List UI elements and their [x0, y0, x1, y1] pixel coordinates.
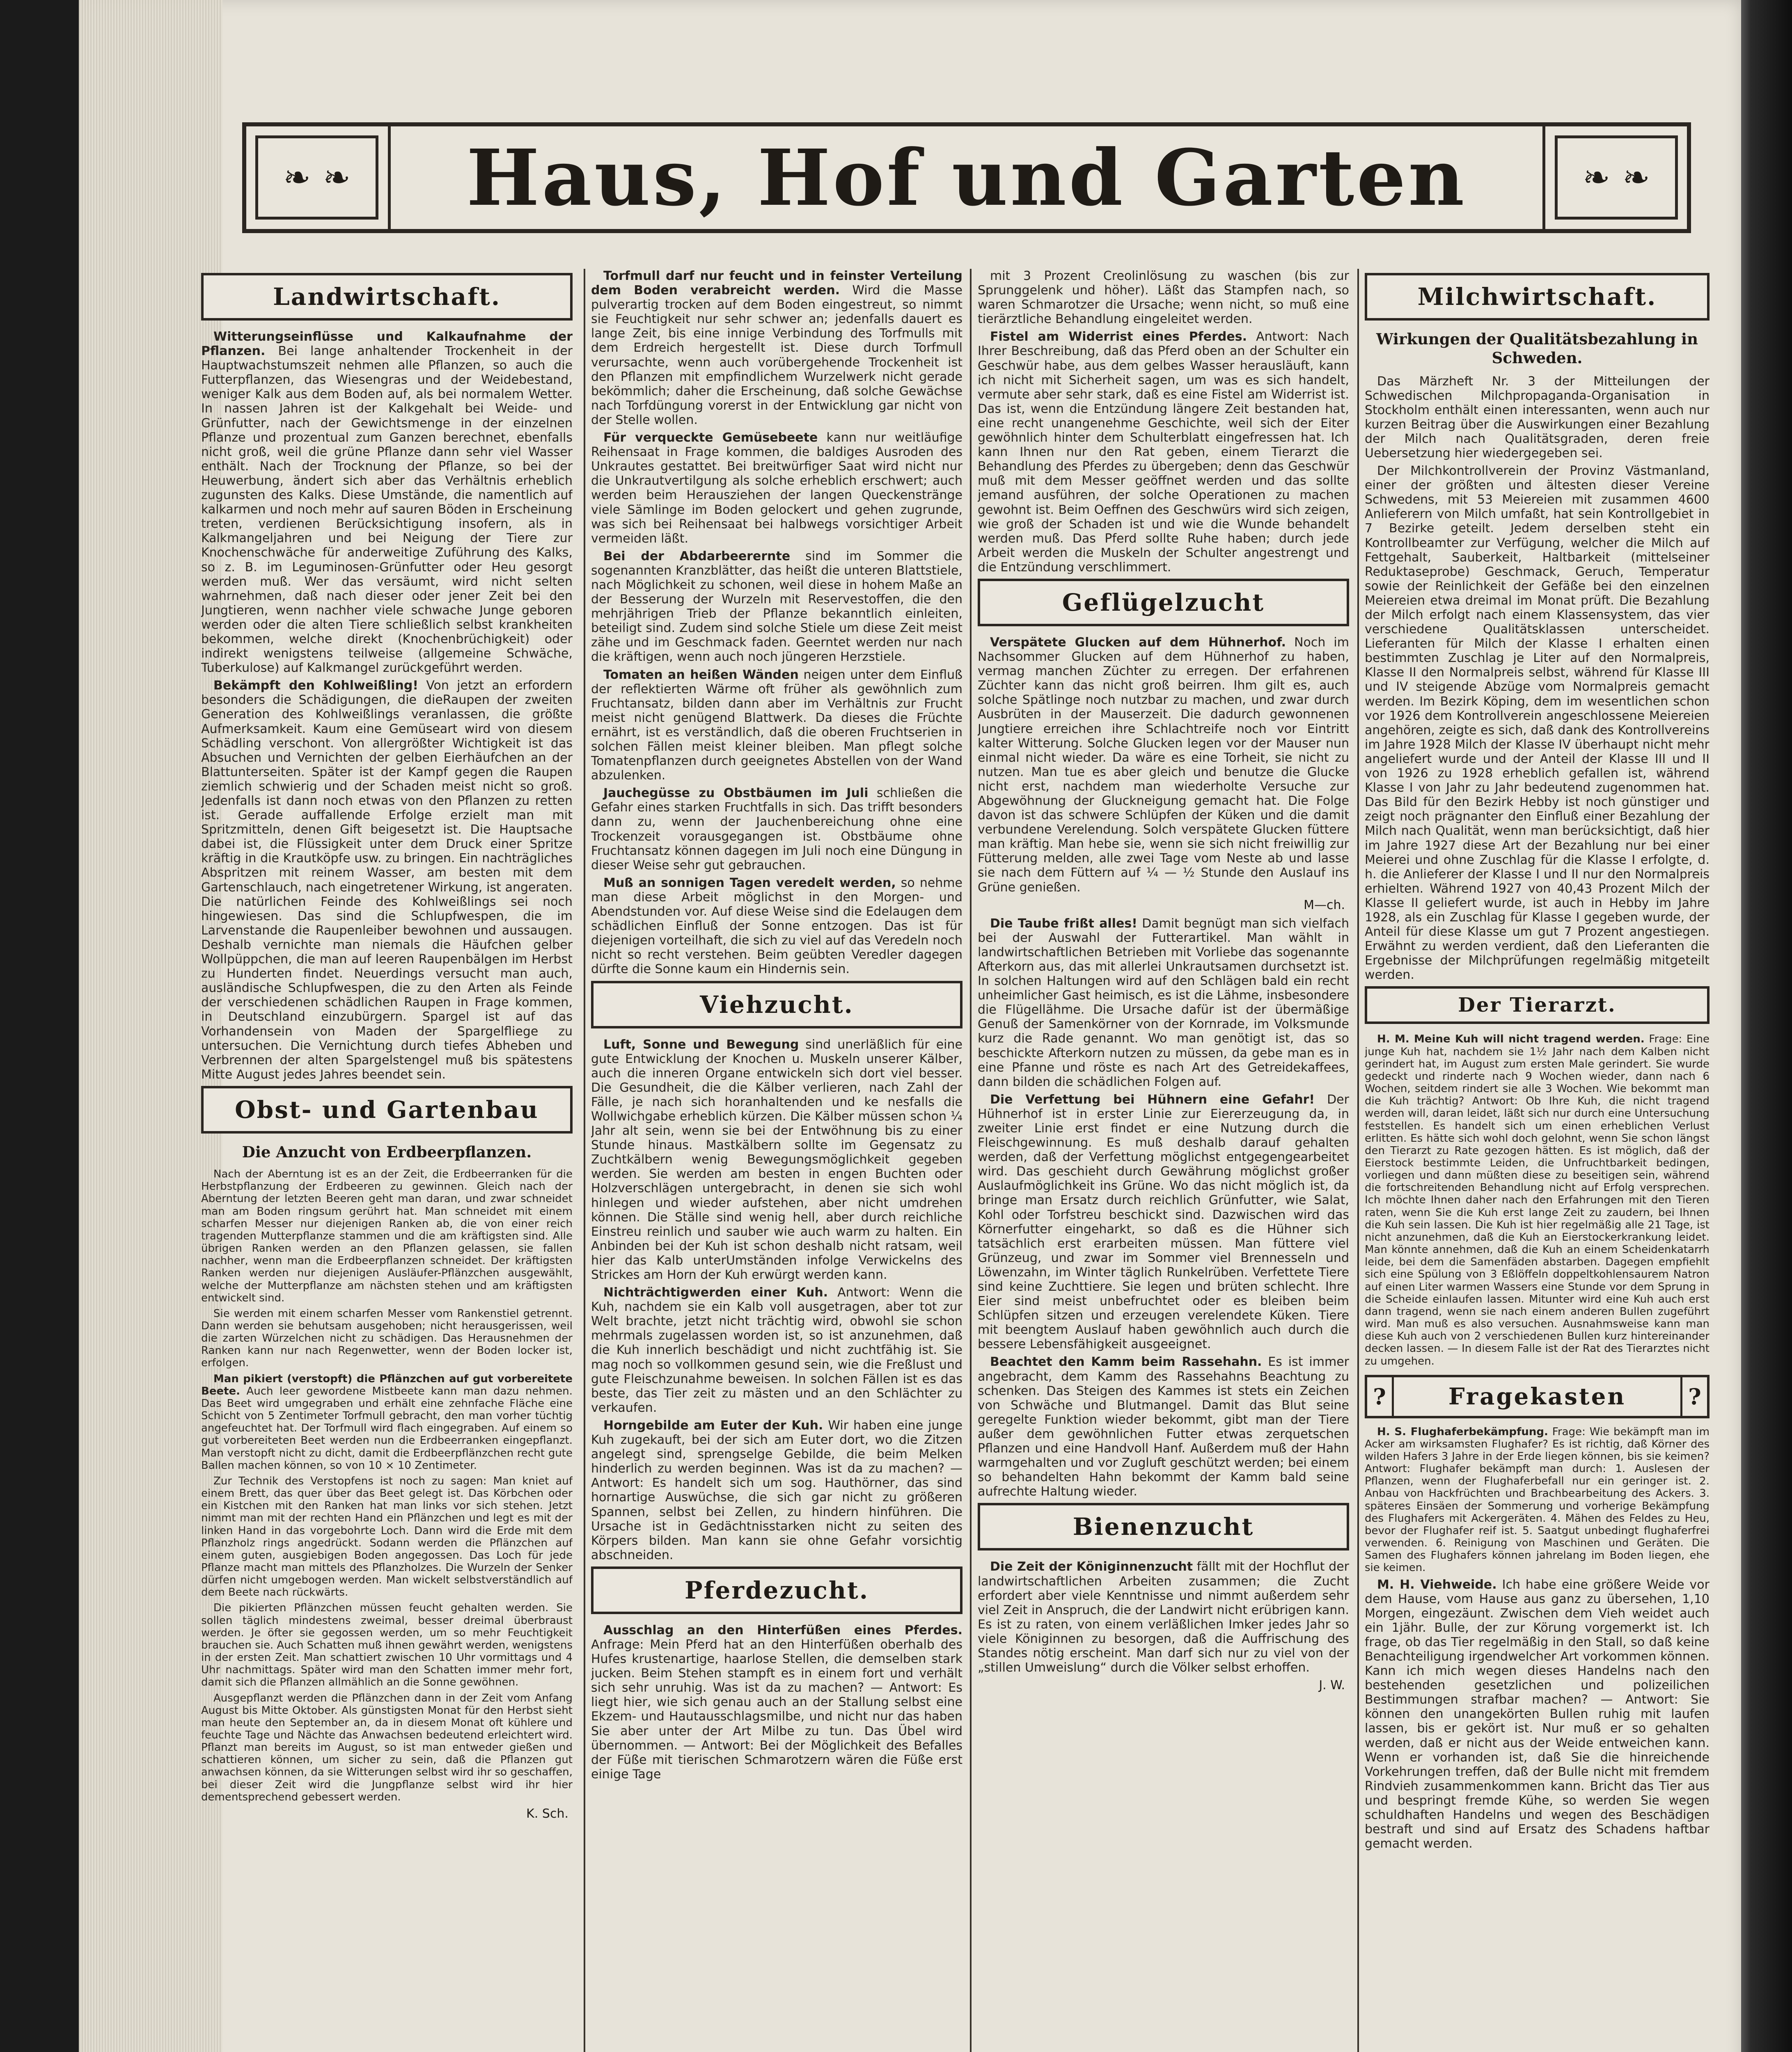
article-pikieren — [201, 1373, 573, 1472]
section-heading-obst-gartenbau: Obst- und Gartenbau — [201, 1086, 573, 1134]
author-signature: M—ch. — [1304, 898, 1345, 912]
article-body: sind unerläßlich für eine gute Entwicklung der Knochen u. Muskeln unserer Kälber, auch die inneren Organe entwickeln sich dort viel besser. Die Gesundheit, die die Kälber verlieren, nach Zahl der Fälle, je nach sich horanhaltenden und ke nesfalls die Wollwichgabe erheblich kürzen. Die Kälber müssen schon ¼ Jahr alt sein, wenn sie bei der Entwöhnung bis zu einer Stunde hinaus. Mastkälbern sollte im Gegensatz zu Zuchtkälbern wenig Bewegungsmöglichkeit gegeben werden. Sie werden am besten in engen Buchten oder Holzverschlägen untergebracht, in denen sie sich wohl hinlegen und wieder aufstehen, aber nicht umdrehen können. Die Ställe sind wenig hell, aber durch reichliche Einstreu reinlich und sauber wie auch warm zu halten. Ein Anbinden bei der Kuh ist schon deshalb nicht ratsam, weil hier das Kalb unterUmständen infolge Verwickelns des Strickes am Horn der Kuh erwürgt werden kann. — [591, 1037, 962, 1282]
article-rhabarber — [591, 549, 962, 664]
article-ausschlag — [591, 1623, 962, 1782]
article-body: Die pikierten Pflänzchen müssen feucht gehalten werden. Sie sollen täglich mindestens zweimal, besser dreimal überbraust werden. Je öfter sie gegossen werden, um so mehr Feuchtigkeit brauchen sie. Auch Schatten muß ihnen gewährt werden, wenigstens in der ersten Zeit. Man schattiert zwischen 10 Uhr vormittags und 4 Uhr nachmittags. Später wird man den Schatten immer mehr fort, damit sich die Pflanzen allmählich an die Sonne gewöhnen. — [201, 1602, 573, 1689]
fragekasten-title: Fragekasten — [1392, 1377, 1682, 1416]
article-heading: Die Taube frißt alles! — [990, 916, 1137, 931]
leaf-icon: ❧ — [1582, 158, 1610, 197]
article-body: so nehme man diese Arbeit möglichst in den Morgen- und Abendstunden vor. Auf diese Weise sind die Edelaugen dem schädlichen Einfluß der Sonne entzogen. Das ist für diejenigen vorteilhaft, die sich zu viel auf das Veredeln noch nicht so recht verstehen. Beim geübten Veredler dagegen dürfte die Sonne kaum ein Hindernis sein. — [591, 875, 962, 977]
article-body: mit 3 Prozent Creolinlösung zu waschen (bis zur Sprunggelenk und höher). Läßt das Stampfen nach, so waren Schmarotzer die Ursache; wenn nicht, so muß eine tierärztliche Behandlung eingeleitet werden. — [978, 269, 1349, 327]
section-heading-bienenzucht: Bienenzucht — [978, 1503, 1349, 1550]
article-body: Damit begnügt man sich vielfach bei der Auswahl der Futterartikel. Man wählt in landwirtschaftlichen Betrieben mit Vorliebe das sogenannte Afterkorn aus, das mit allerlei Unkrautsamen durchsetzt ist. In solchen Haltungen wird auf den Schlägen bald ein recht unheimlicher Gast heimisch, es ist die Lähme, insbesondere die Flügellähme. Die Ursache dafür ist der übermäßige Genuß der Samenkörner von der Kornrade, im Volksmunde kurz die Rade genannt. Wo man genötigt ist, das so beschickte Afterkorn nutzen zu müssen, da gebe man es in eine Pfanne und röste es nach Art des Getreidekaffees, dann bilden die schädlichen Folgen auf. — [978, 916, 1349, 1089]
article-jauche — [591, 786, 962, 873]
article-body: fällt mit der Hochflut der landwirtschaftlichen Arbeiten zusammen; die Zucht erfordert aber viele Kenntnisse und nimmt außerdem sehr viel Zeit in Anspruch, die der Landwirt nicht erübrigen kann. Es ist zu raten, von einem verläßlichen Imker jedes Jahr so viele Königinnen zu besorgen, daß die Auffrischung des Standes nötig erscheint. Man darf sich nur zu viel von der „stillen Umweislung“ durch die Völker selbst erhoffen. — [978, 1560, 1349, 1675]
article-heading: H. S. Flughaferbekämpfung. — [1377, 1425, 1548, 1438]
article-body: Frage: Wie bekämpft man im Acker am wirksamsten Flughafer? Es ist richtig, daß Körner des wilden Hafers 3 Jahre in der Erde liegen können, bis sie keimen? Antwort: Flughafer bekämpft man durch: 1. Auslesen der Pflanzen, wenn der Flughaferbefall nur ein geringer ist. 2. Anbau von Hackfrüchten und Brachbearbeitung des Ackers. 3. späteres Einsäen der Sommerung und vorherige Bekämpfung des Flughafers mit Ackergeräten. 4. Mähen des Feldes zu Heu, bevor der Flughafer reif ist. 5. Saatgut unbedingt flughaferfrei verwenden. 6. Reinigung von Maschinen und Geräten. Die Samen des Flughafers können jahrelang im Boden liegen, ehe sie keimen. — [1365, 1425, 1710, 1574]
article-glucken — [978, 635, 1349, 895]
article-torfmull — [591, 269, 962, 427]
article-heading: Jauchegüsse zu Obstbäumen im Juli — [603, 786, 869, 801]
article-heading: Muß an sonnigen Tagen veredelt werden, — [603, 875, 896, 890]
article-heading: Nichträchtigwerden einer Kuh. — [603, 1285, 828, 1300]
leaf-icon: ❧ — [283, 158, 311, 197]
article-gemuesebeete — [591, 431, 962, 546]
article-heading: Fistel am Widerrist eines Pferdes. — [990, 330, 1247, 344]
article-heading: Tomaten an heißen Wänden — [603, 667, 799, 682]
masthead-title: Haus, Hof und Garten — [388, 126, 1545, 229]
article-taube — [978, 916, 1349, 1089]
article-kaelber — [591, 1037, 962, 1282]
leaf-icon: ❧ — [323, 158, 351, 197]
article-body: Der Milchkontrollverein der Provinz Västmanland, einer der größten und ältesten dieser Vereine Schwedens, mit 53 Meiereien mit zusammen 4600 Anlieferern von Milch umfaßt, hat sein Kontrollgebiet in 7 Bezirke geteilt. Jedem derselben steht ein Kontrollbeamter zur Verfügung, welcher die Milch auf Fettgehalt, Sauberkeit, Haltbarkeit (mittelseiner Reduktaseprobe) Geschmack, Geruch, Temperatur sowie der Reinlichkeit der Gefäße bei den einzelnen Meiereien etwa dreimal im Monat prüft. Die Bezahlung der Milch erfolgt nach einem Klassensystem, das vier verschiedene Qualitätsklassen unterscheidet. Lieferanten für Milch der Klasse I erhalten einen bestimmten Zuschlag je Liter auf den Normalpreis, Klasse II den Normalpreis selbst, während für Klasse III und IV steigende Abzüge vom Normalpreis gemacht werden. Im Bezirk Köping, dem im wesentlichen schon vor 1926 dem Kontrollverein angeschlossene Meiereien angehören, zeigte es sich, daß dank des Kontrollvereins im Jahre 1928 Milch der Klasse IV überhaupt nicht mehr angeliefert wurde und der Anteil der Klasse III und II von 1926 zu 1928 erheblich gefallen ist, während Klasse I von Jahr zu Jahr bedeutend zugenommen hat. Das Bild für den Bezirk Hebby ist noch günstiger und zeigt noch prägnanter den Einfluß einer Bezahlung der Milch nach Qualität, wenn man berücksichtigt, daß hier im Jahre 1927 diese Art der Bezahlung nur bei einer Meierei und ohne Zuschlag für die Klasse I erfolgte, d. h. die Anlieferer der Klasse I und II nur den Normalpreis erhielten. Während 1927 von 40,43 Prozent Milch der Klasse II geliefert wurde, ist auch in Hebby im Jahre 1928, als ein Zuschlag für Klasse I gegeben wurde, der Anteil für diese Klasse um gut 7 Prozent angestiegen. Erwähnt zu werden verdient, daß den Lieferanten die Ergebnisse der Milchprüfungen regelmäßig mitgeteilt werden. — [1365, 464, 1710, 982]
article-heading: Horngebilde am Euter der Kuh. — [603, 1418, 823, 1433]
article-title-qualitaetsbezahlung: Wirkungen der Qualitätsbezahlung in Schweden. — [1376, 330, 1698, 367]
author-signature: K. Sch. — [526, 1806, 568, 1821]
article-kuh-traechtig — [591, 1285, 962, 1415]
article-verfettung — [978, 1092, 1349, 1352]
article-body: Auch leer gewordene Mistbeete kann man dazu nehmen. Das Beet wird umgegraben und erhält eine zehnfache Fläche eine Schicht von 5 Zentimeter Torfmull gebracht, den man vorher tüchtig angefeuchtet hat. Der Torfmull wird flach eingegraben. Auf einem so gut vorbereiteten Beet werden nun die Erdbeerranken eingepflanzt. Man verstopft nicht zu dicht, damit die Erdbeerpflänzchen recht gute Ballen machen können, so von 10 × 10 Zentimeter. — [201, 1385, 573, 1472]
article-kohlweissling — [201, 678, 573, 1082]
article-heading: Torfmull darf nur feucht und in feinster Verteilung dem Boden verabreicht werden. — [591, 269, 962, 298]
article-title-erdbeer: Die Anzucht von Erdbeerpflanzen. — [242, 1143, 532, 1161]
article-kamm — [978, 1355, 1349, 1499]
section-heading-viehzucht: Viehzucht. — [591, 981, 962, 1028]
article-fistel — [978, 330, 1349, 575]
article-heading: Für verqueckte Gemüsebeete — [603, 431, 818, 445]
section-heading-tierarzt: Der Tierarzt. — [1365, 986, 1710, 1024]
article-body: neigen unter dem Einfluß der reflektierten Wärme oft früher als gewöhnlich zum Fruchtansatz, bilden dann aber im Verhältnis zur Frucht meist nicht genügend Blattwerk. Da dieses die Früchte ernährt, ist es verständlich, daß die oberen Fruchtserien in solchen Fällen meist kleiner bleiben. Man pflegt solche Tomatenpflanzen durch geeignetes Abstellen von der Wand abzulenken. — [591, 667, 962, 783]
masthead — [242, 122, 1691, 233]
author-signature: J. W. — [1319, 1678, 1345, 1693]
column-1 — [201, 269, 573, 2052]
article-body: Wird die Masse pulverartig trocken auf dem Boden eingestreut, so nimmt sie Feuchtigkeit nur sehr schwer an; jedenfalls dauert es lange Zeit, bis eine innige Verbindung des Torfmulls mit dem Erdreich hergestellt ist. Diese durch Torfmull verursachte, wenn auch vorübergehende Trockenheit ist den Pflanzen mit empfindlichem Wurzelwerk nicht gerade bekömmlich; daher die Erscheinung, daß solche Gewächse nach Torfdüngung vorerst in der Entwicklung gar nicht von der Stelle wollen. — [591, 283, 962, 427]
article-euter — [591, 1418, 962, 1562]
book-binding-edge — [1733, 0, 1792, 2052]
article-kuh-tragend — [1365, 1033, 1710, 1367]
section-heading-fragekasten — [1365, 1375, 1710, 1418]
article-flughafer — [1365, 1426, 1710, 1574]
section-heading-gefluegelzucht: Geflügelzucht — [978, 579, 1349, 626]
article-heading: Luft, Sonne und Bewegung — [603, 1037, 799, 1052]
article-heading: Bei der Abdarbeerernte — [603, 549, 791, 563]
question-mark-icon: ? — [1373, 1383, 1386, 1410]
article-body: Es ist immer angebracht, dem Kamm des Rassehahns Beachtung zu schenken. Das Steigen des Kammes ist stets ein Zeichen von Schwäche und Blutmangel. Damit das Blut seine geregelte Funktion wieder bekommt, gibt man der Tiere außer dem gewöhnlichen Futter etwas zerquetschen Pflanzen und eine Handvoll Hanf. Außerdem muß der Hahn warmgehalten und vor Zugluft geschützt werden; bei einem so behandelten Hahn bekommt der Kamm bald seine aufrechte Haltung wieder. — [978, 1355, 1349, 1499]
article-heading: Verspätete Glucken auf dem Hühnerhof. — [990, 635, 1286, 650]
article-body: Bei lange anhaltender Trockenheit in der Hauptwachstumszeit nehmen alle Pflanzen, so auch die Futterpflanzen, das Wiesengras und der Weidebestand, weniger Kalk aus dem Boden auf, als bei normalem Wetter. In nassen Jahren ist der Kalkgehalt bei Weide- und Grünfutter, nach der Gewichtsmenge in der einzelnen Pflanze und prozentual zum Ganzen berechnet, ebenfalls nicht groß, weil die grüne Pflanze dann sehr viel Wasser enthält. Nach der Trocknung der Pflanze, so bei der Heuwerbung, ändert sich aber das Verhältnis erheblich zugunsten des Kalks. Diese Umstände, die namentlich auf kalkarmen und noch mehr auf sauren Böden in Erscheinung treten, verdienen Berücksichtigung insofern, als in Kalkmangeljahren und bei Neigung der Tiere zur Knochenschwäche für anderweitige Zuführung des Kalks, so z. B. im Leguminosen-Grünfutter oder Heu gesorgt werden muß. Wer das versäumt, wird nicht selten wahrnehmen, daß nach dieser oder jener Zeit bei den Jungtieren, wenn nachher viele schwache Junge geboren werden oder die alten Tiere schließlich selbst krankheiten bekommen, welche direkt (Knochenbrüchigkeit) oder indirekt wenigstens teilweise (allgemeine Schwäche, Tuberkulose) auf Kalkmangel zurückgeführt werden. — [201, 344, 573, 676]
column-4 — [1365, 269, 1710, 2052]
article-koeniginnenzucht — [978, 1560, 1349, 1675]
section-heading-landwirtschaft: Landwirtschaft. — [201, 273, 573, 321]
article-body: Antwort: Wenn die Kuh, nachdem sie ein Kalb voll ausgetragen, aber tot zur Welt brachte, jetzt nicht trächtig wird, obwohl sie schon mehrmals zugelassen worden ist, so ist anzunehmen, daß die Kuh innerlich beschädigt und nicht zuchtfähig ist. Sie mag noch so vollkommen gesund sein, wie die Freßlust und gute Fleischzunahme beweisen. In solchen Fällen ist es das beste, das Tier zeit zu mästen und an den Schlächter zu verkaufen. — [591, 1285, 962, 1415]
article-body: Von jetzt an erfordern besonders die Schädigungen, die dieRaupen der zweiten Generation des Kohlweißlings veranlassen, die größte Aufmerksamkeit. Kaum eine Gemüseart wird von diesem Schädling verschont. Von allergrößter Wichtigkeit ist das Absuchen und Vernichten der gelben Eierhäufchen an der Blattunterseiten. Später ist der Kampf gegen die Raupen ziemlich schwierig und der Schaden meist nicht so groß. Jedenfalls ist dann noch etwas von den Pflanzen zu retten ist. Gerade auffallende Erfolge erzielt man mit Spritzmitteln, denen Gift beigesetzt ist. Die Hauptsache dabei ist, die Flüssigkeit unter dem Druck einer Spritze kräftig in die Krautköpfe usw. zu bringen. Ein nachträgliches Abspritzen mit reinem Wasser, am besten mit dem Gartenschlauch, nach eingetretener Wirkung, ist angeraten. Die natürlichen Feinde des Kohlweißlings sei noch hingewiesen. Das sind die Schlupfwespen, die im Larvenstande die Raupenleiber bewohnen und aussaugen. Deshalb vernichte man niemals die Häufchen gelber Wollpüppchen, die man auf leeren Raupenbälgen im Herbst zu Hunderten findet. Neuerdings versucht man auch, ausländische Schlupfwespen, die zu den Arten als Feinde der verschiedenen schädlichen Raupen in Frage kommen, in Deutschland einzubürgern. Spargel ist auf das Vorhandensein von Maden der Spargelfliege zu untersuchen. Die Vernichtung durch tiefes Abheben und Verbrennen der alten Spargelstengel muß bis spätestens Mitte August jedes Jahres beendet sein. — [201, 678, 573, 1082]
article-heading: Man pikiert (verstopft) die Pflänzchen auf gut vorbereitete Beete. — [201, 1372, 573, 1397]
section-heading-pferdezucht: Pferdezucht. — [591, 1566, 962, 1614]
article-heading: Bekämpft den Kohlweißling! — [213, 678, 419, 693]
article-heading: Ausschlag an den Hinterfüßen eines Pferdes. — [603, 1623, 962, 1637]
article-body: Sie werden mit einem scharfen Messer vom Rankenstiel getrennt. Dann werden sie behutsam ausgehoben; nicht herausgerissen, weil die zarten Würzelchen nicht zu schädigen. Das Herausnehmen der Ranken kann nur nach Regenwetter, wenn der Boden locker ist, erfolgen. — [201, 1307, 573, 1370]
article-heading: H. M. Meine Kuh will nicht tragend werden. — [1377, 1033, 1645, 1046]
question-mark-icon: ? — [1688, 1383, 1701, 1410]
column-3 — [978, 269, 1349, 2052]
article-heading: Witterungseinflüsse und Kalkaufnahme der Pflanzen. — [201, 330, 573, 359]
article-body: Zur Technik des Verstopfens ist noch zu sagen: Man kniet auf einem Brett, das quer über das Beet gelegt ist. Das Körbchen oder ein Kistchen mit den Ranken hat man links vor sich stehen. Jetzt nimmt man mit der rechten Hand ein Pflänzchen und legt es mit der linken Hand in das vorgebohrte Loch. Dann wird die Erde mit dem Pflanzholz rings angedrückt. Sodann werden die Pflänzchen auf einem guten, ausgiebigen Boden angegossen. Das Loch für jede Pflanze macht man mittels des Pflanzholzes. Die Wurzeln der Senker dürfen nicht umgebogen werden. Man wickelt selbstverständlich auf dem Beete nach rückwärts. — [201, 1475, 573, 1599]
article-body: Noch im Nachsommer Glucken auf dem Hühnerhof zu haben, vermag manchen Züchter zu erregen. Der erfahrenen Züchter kann das nicht groß beirren. Ihm gilt es, auch solche Spätlinge noch nutzbar zu machen, und zwar durch Ausbrüten in der Mauserzeit. Die dadurch gewonnenen Jungtiere erreichen ihre Schlachtreife noch vor Eintritt kalter Witterung. Solche Glucken legen vor der Mauser nun einmal nicht wieder. Da wäre es eine Torheit, sie nicht zu nutzen. Man tue es aber gleich und benutze die Glucke nicht erst, nachdem man wiederholte Versuche zur Abgewöhnung der Gluckneigung gemacht hat. Die Folge davon ist das schwere Schlüpfen der Küken und die damit verbundene Verelendung. Solch verspätete Glucken füttere man kräftig. Man hebe sie, wenn sie sich nicht freiwillig zur Fütterung melden, alle zwei Tage vom Neste ab und lasse sie nach dem Füttern auf ¼ — ½ Stunde den Auslauf ins Grüne genießen. — [978, 635, 1349, 895]
article-heading: Die Zeit der Königinnenzucht — [990, 1560, 1193, 1574]
article-body: sind im Sommer die sogenannten Kranzblätter, das heißt die unteren Blattstiele, nach Möglichkeit zu schonen, weil diese in hohem Maße an der Besserung der Wurzeln mit Reservestoffen, die den mehrjährigen Trieb der Pflanze bekanntlich einleiten, beteiligt sind. Zudem sind solche Stiele um diese Zeit meist zähe und im Geschmack faden. Geerntet werden nur nach die kräftigen, wenn auch noch jüngeren Herzstiele. — [591, 549, 962, 664]
article-body: kann nur weitläufige Reihensaat in Frage kommen, die baldiges Ausroden des Unkrautes gestattet. Bei breitwürfiger Saat wird nicht nur die Unkrautvertilgung als solche erheblich erschwert; auch werden beim Herausziehen der langen Queckenstränge viele Sämlinge im Boden gelockert und gehen zugrunde, was sich bei Reihensaat bei halbwegs vorsichtiger Arbeit vermeiden läßt. — [591, 431, 962, 546]
article-body: Anfrage: Mein Pferd hat an den Hinterfüßen oberhalb des Hufes krustenartige, haarlose Stellen, die demselben stark jucken. Beim Stehen stampft es in einem fort und verhält sich sehr unruhig. Was ist da zu machen? — Antwort: Es liegt hier, wie sich genau auch an der Stallung selbst eine Ekzem- und Hautausschlagsmilbe, und nicht nur das haben Sie aber unter der Art Milbe zu tun. Das Übel wird übernommen. — Antwort: Bei der Möglichkeit des Befalles der Füße mit tierischen Schmarotzern wären die Füße erst einige Tage — [591, 1637, 962, 1782]
section-heading-milchwirtschaft: Milchwirtschaft. — [1365, 273, 1710, 321]
masthead-ornament-right — [1555, 135, 1678, 220]
article-body: Das Märzheft Nr. 3 der Mitteilungen der Schwedischen Milchpropaganda-Organisation in Stockholm enthält einen interessanten, wenn auch nur kurzen Beitrag über die Auswirkungen einer Bezahlung der Milch nach Qualitätsgraden, deren freie Uebersetzung hier wiedergegeben sei. — [1365, 374, 1710, 460]
column-rule — [584, 269, 585, 2052]
article-heading: Die Verfettung bei Hühnern eine Gefahr! — [990, 1092, 1315, 1107]
article-tomaten — [591, 668, 962, 783]
article-body: Antwort: Nach Ihrer Beschreibung, daß das Pferd oben an der Schulter ein Geschwür habe, aus dem gelbes Wasser herausläuft, kann ich nicht mit Sicherheit sagen, um was es sich handelt, vermute aber sehr stark, daß es eine Fistel am Widerrist ist. Das ist, wenn die Entzündung längere Zeit bestanden hat, eine recht unangenehme Geschichte, weil sich der Eiter gewöhnlich hinter dem Schulterblatt eingefressen hat. Ich kann Ihnen nur den Rat geben, einem Tierarzt die Behandlung des Pferdes zu übergeben; denn das Geschwür muß mit dem Messer geöffnet werden und das sollte jemand ausführen, der solche Operationen zu machen gewohnt ist. Beim Oeffnen des Geschwürs wird sich zeigen, wie groß der Schaden ist und wie die Wunde behandelt werden muß. Das Pferd sollte Ruhe haben; durch jede Arbeit werden die Muskeln der Schulter angestrengt und die Entzündung verschlimmert. — [978, 330, 1349, 575]
article-body: Ich habe eine größere Weide vor dem Hause, vom Hause aus ganz zu übersehen, 1,10 Morgen, eingezäunt. Zwischen dem Vieh weidet auch ein 1jähr. Bulle, der zur Körung vorgemerkt ist. Ich frage, ob das Tier regelmäßig in den Stall, so daß keine Benachteiligung irgendwelcher Art vorkommen können. Kann ich mich wegen dieses Handelns nach den bestehenden gesetzlichen und polizeilichen Bestimmungen strafbar machen? — Antwort: Sie können den unangekörten Bullen ruhig mit laufen lassen, bis er gekört ist. Nur muß er so gehalten werden, daß er nicht aus der Weide entweichen kann. Wenn er vorhanden ist, daß Sie die hinreichende Vorkehrungen treffen, daß der Bulle nicht mit fremdem Rindvieh zusammenkommen kann. Bricht das Tier aus und bespringt fremde Kühe, so werden Sie wegen schuldhaften Handelns und wegen des Beschädigen bestraft und sind auf Ersatz des Schadens haftbar gemacht werden. — [1365, 1577, 1710, 1851]
article-kalk — [201, 330, 573, 675]
column-2 — [591, 269, 962, 2052]
article-viehweide — [1365, 1578, 1710, 1851]
leaf-icon: ❧ — [1622, 158, 1650, 197]
article-veredeln — [591, 876, 962, 977]
article-body: schließen die Gefahr eines starken Fruchtfalls in sich. Das trifft besonders dann zu, wenn der Jauchenbereichung ohne eine Trockenzeit vorausgegangen ist. Obstbäume ohne Fruchtansatz können dagegen im Juli noch eine Düngung in dieser Weise sehr gut gebrauchen. — [591, 786, 962, 873]
article-body: Ausgepflanzt werden die Pflänzchen dann in der Zeit vom Anfang August bis Mitte Oktober. Als günstigsten Monat für den Herbst sieht man heute den September an, da in diesem Monat oft kühlere und feuchte Tage und Nächte das Anwachsen bedeutend erleichtert wird. Pflanzt man bereits im August, so ist man entweder gießen und schattieren können, um sicher zu sein, daß die Pflanzen gut anwachsen können, da sie Witterungen selbst wird ihr so geschaffen, bei dieser Zeit wird die Jungpflanze selbst wird ihr hier dementsprechend gebessert werden. — [201, 1692, 573, 1803]
column-rule — [970, 269, 972, 2052]
article-body: Wir haben eine junge Kuh zugekauft, bei der sich am Euter dort, wo die Zitzen angelegt sind, sprengselge Gebilde, die beim Melken hinderlich zu werden beginnen. Was ist da zu machen? — Antwort: Es handelt sich um sog. Hauthörner, das sind hornartige Auswüchse, die sich gar nicht zu größeren Spannen, selbst bei Zellen, zu hindern hinführen. Die Ursache ist in Gedächtnisstarken nicht zu seiten des Körpers bilden. Man kann sie ohne Gefahr vorsichtig abschneiden. — [591, 1418, 962, 1562]
masthead-ornament-left — [255, 135, 378, 220]
article-heading: Beachtet den Kamm beim Rassehahn. — [990, 1355, 1262, 1370]
article-body: Nach der Aberntung ist es an der Zeit, die Erdbeerranken für die Herbstpflanzung der Erdbeeren zu gewinnen. Gleich nach der Aberntung der letzten Beeren geht man daran, und zwar schneidet man am Boden ringsum gerührt hat. Man schneidet mit einem scharfen Messer nur diejenigen Ranken ab, die von einer reich tragenden Mutterpflanze stammen und die am kräftigsten sind. Alle übrigen Ranken werden an den Pflanzen gelassen, sie fallen nachher, wenn man die Erdbeerpflanzen schneidet. Der kräftigsten Ranken werden nur diejenigen Ausläufer-Pflänzchen ausgewählt, welche der Mutterpflanze am nächsten stehen und am kräftigsten entwickelt sind. — [201, 1168, 573, 1304]
article-body: Frage: Eine junge Kuh hat, nachdem sie 1½ Jahr nach dem Kalben nicht gerindert hat, im August zum ersten Male gerindert. Sie wurde gedeckt und rinderte nach 9 Wochen wieder, dann nach 6 Wochen, seitdem rindert sie alle 3 Wochen. Wie bekommt man die Kuh trächtig? Antwort: Ob Ihre Kuh, die nicht tragend werden will, daran leidet, läßt sich nur durch eine Untersuchung feststellen. Es handelt sich um einen erheblichen Verlust erlitten. Es hätte sich wohl doch gelohnt, wenn Sie schon längst den Tierarzt zu Rate gezogen hätten. Es ist möglich, daß der Eierstock bestimmte Leiden, die Unfruchtbarkeit bedingen, vorliegen und dann müßten diese zu beseitigen sein, während die fortschreitenden Behandlung nicht auf Erfolg versprechen. Ich möchte Ihnen daher nach den Erfahrungen mit den Tieren raten, wenn Sie die Kuh erst lange Zeit zu zaudern, bei Ihnen die Kuh sein lassen. Die Kuh ist hier regelmäßig alle 21 Tage, ist nicht anzunehmen, daß die Kuh an Eierstockerkrankung leidet. Man könnte annehmen, daß die Kuh an einem Scheidenkatarrh leide, bei dem die Samenfäden abstarben. Dagegen empfiehlt sich eine Spülung von 3 Eßlöffeln doppeltkohlensaurem Natron auf einen Liter warmen Wassers eine Stunde vor dem Sprung in die Scheide einlaufen lassen. Mitunter wird eine Kuh auch erst dann tragend, wenn sie nach einem anderen Bullen zugeführt wird. Man muß es also versuchen. Ausnahmsweise kann man diese Kuh auch von 2 verschiedenen Bullen kurz hintereinander decken lassen. — In diesem Falle ist der Rat des Tierarztes nicht zu umgehen. — [1365, 1033, 1710, 1367]
article-heading: M. H. Viehweide. — [1377, 1577, 1497, 1592]
article-body: Der Hühnerhof ist in erster Linie zur Eiererzeugung da, in zweiter Linie erst findet er eine Nutzung durch die Fleischgewinnung. Es muß deshalb darauf gehalten werden, daß der Verfettung möglichst entgegengearbeitet wird. Das geschieht durch Gewährung möglichst großer Auslaufmöglichkeit ins Grüne. Wo das nicht möglich ist, da bringe man Ersatz durch reichlich Grünfutter, wie Salat, Kohl oder Torfstreu beschickt sind. Dazwischen wird das Körnerfutter eingeharkt, so daß es die Hühner sich tatsächlich erst erarbeiten müssen. Man füttere viel Grünzeug, und zwar im Sommer viel Brennesseln und Löwenzahn, im Winter täglich Runkelrüben. Verfettete Tiere sind keine Zuchttiere. Sie legen und brüten schlecht. Ihre Eier sind meist unbefruchtet oder es bleiben beim Schlüpfen sitzen und erzeugen verelendete Küken. Tiere mit beengtem Auslauf haben gewöhnlich auch durch die bessere Lebensfähigkeit ausgeeignet. — [978, 1092, 1349, 1352]
column-rule — [1357, 269, 1359, 2052]
